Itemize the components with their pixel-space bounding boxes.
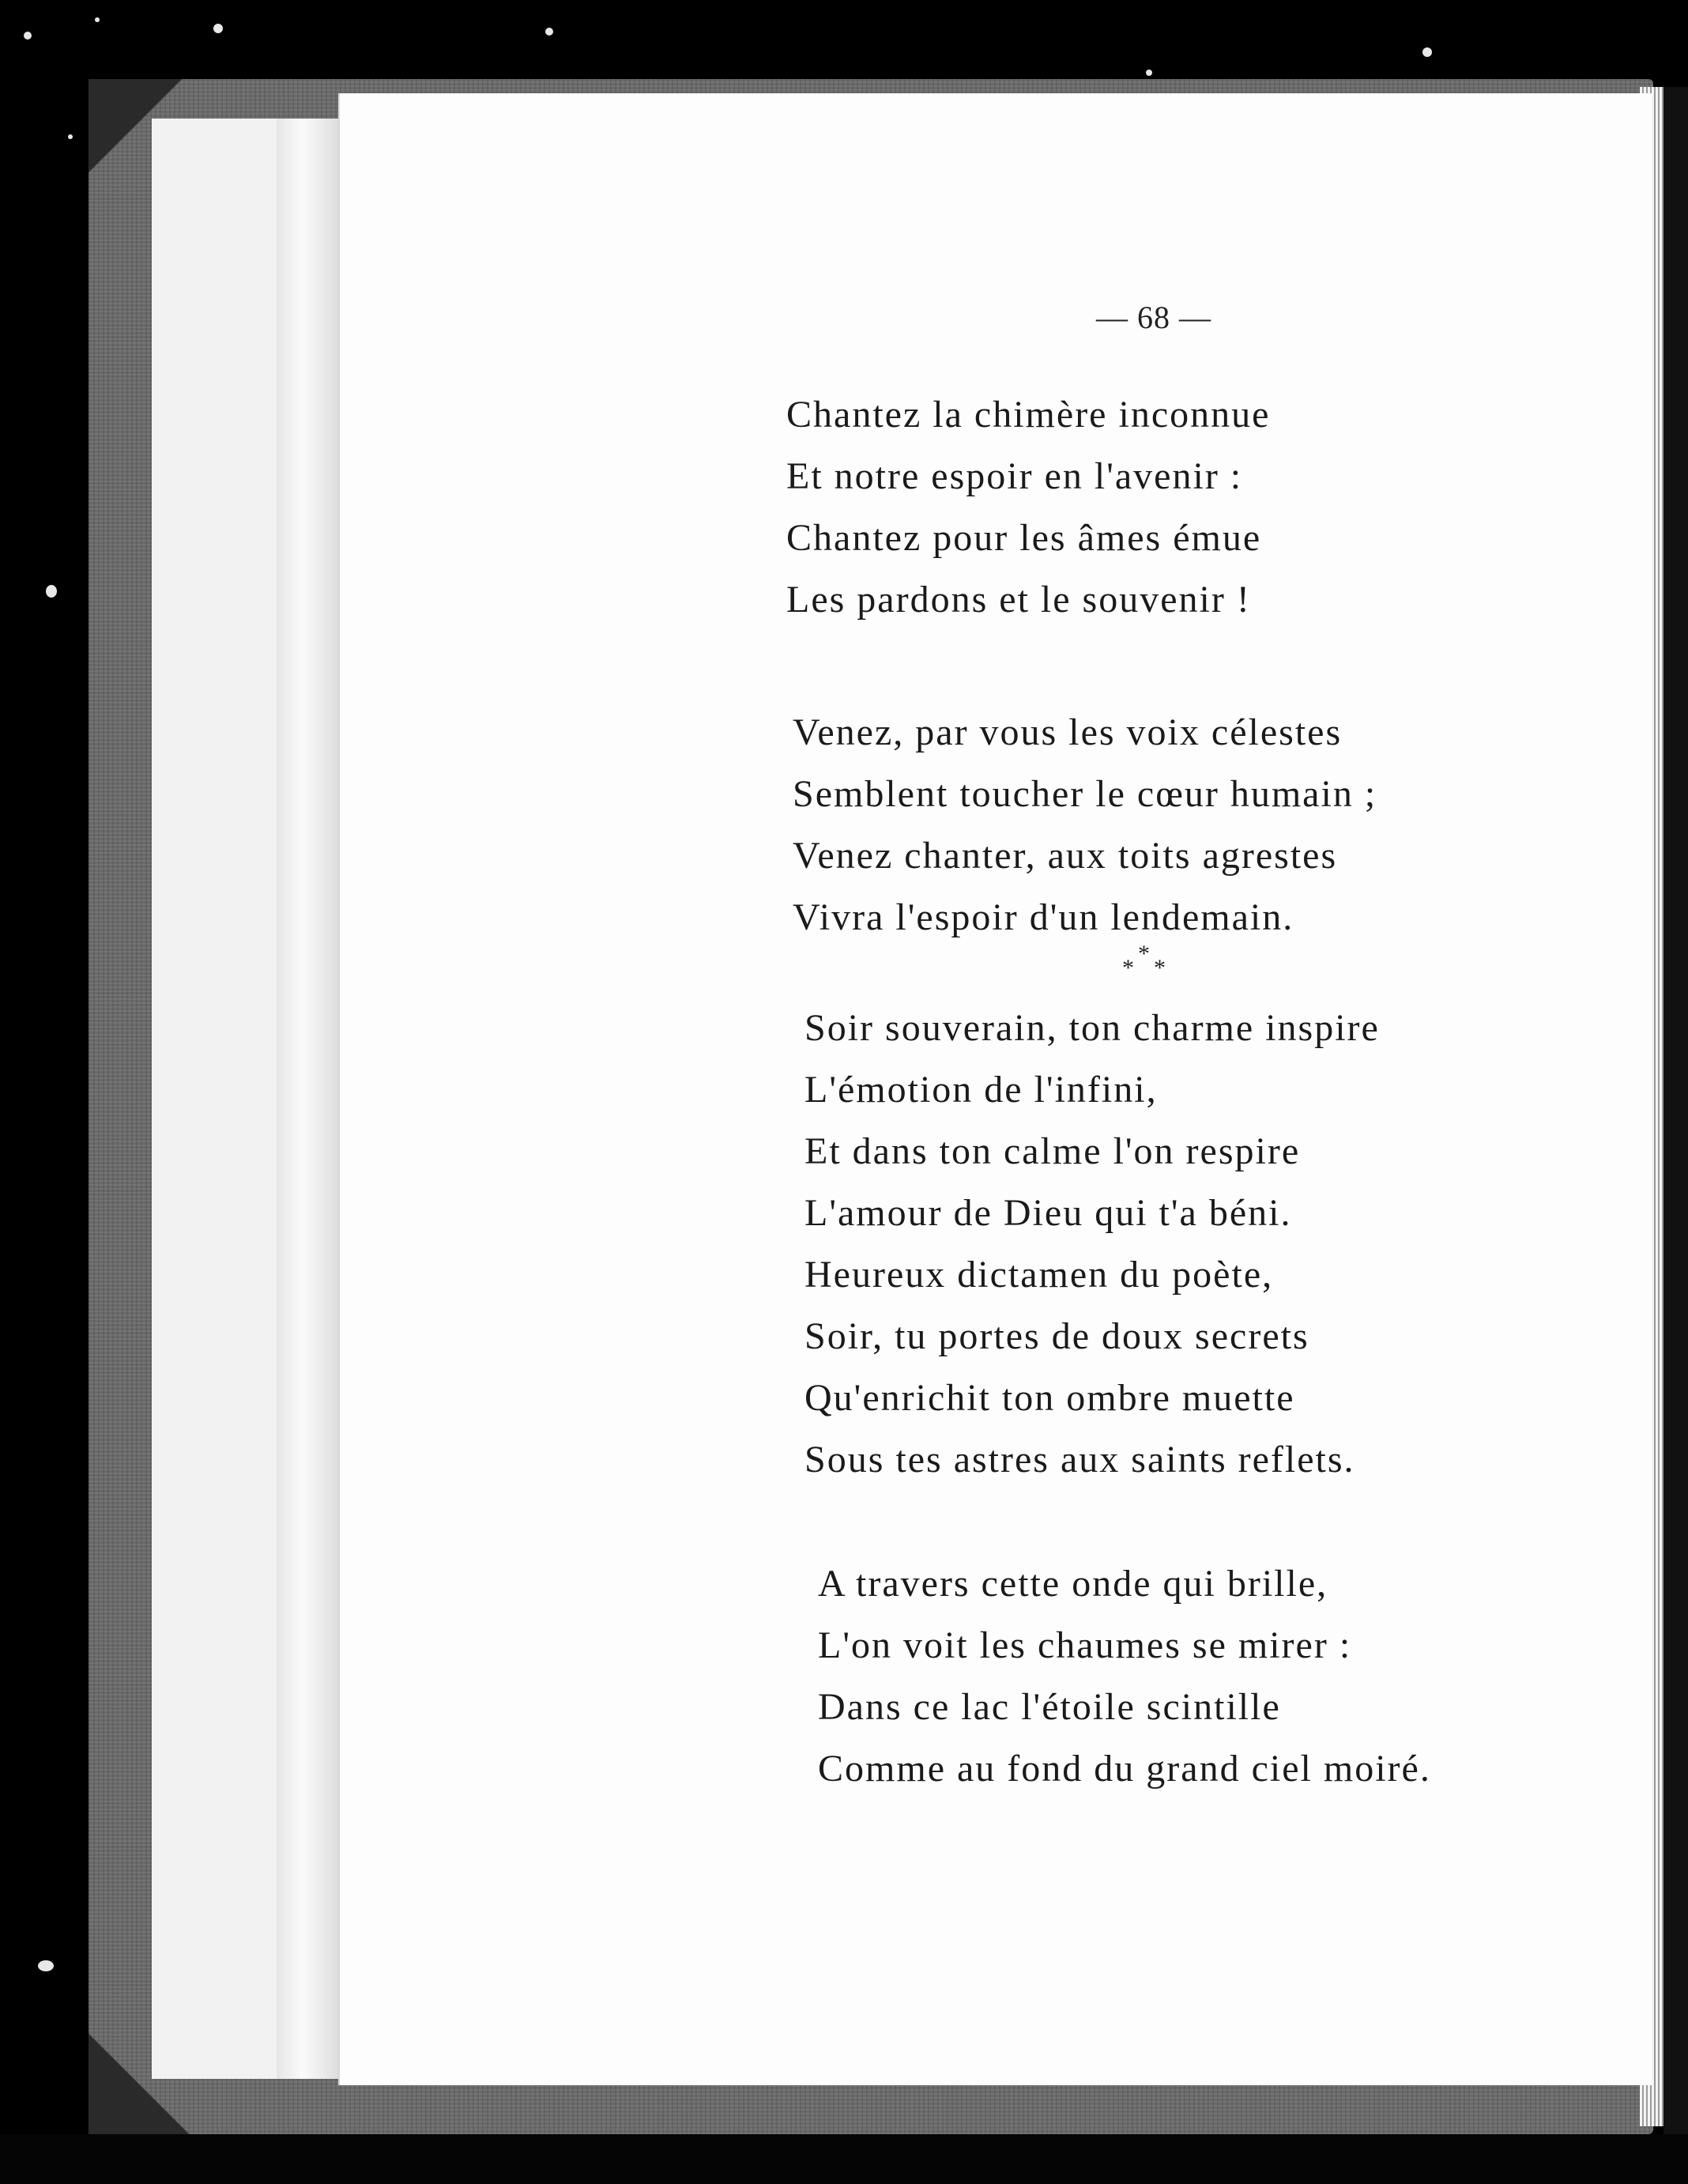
verse-line: Chantez pour les âmes émue [786, 517, 1262, 559]
verse-line: Soir, tu portes de doux secrets [804, 1315, 1309, 1357]
verse-line: Les pardons et le souvenir ! [786, 579, 1251, 620]
verse-line: Semblent toucher le cœur humain ; [793, 773, 1377, 815]
verse-line: Venez chanter, aux toits agrestes [793, 835, 1338, 877]
dust-speck [46, 585, 57, 598]
dust-speck [1146, 70, 1152, 76]
page-number: — 68 — [1096, 300, 1211, 335]
verse-line: Qu'enrichit ton ombre muette [804, 1377, 1295, 1419]
asterism-separator [1122, 941, 1185, 988]
dust-speck [38, 1960, 54, 1971]
dust-speck [68, 134, 73, 139]
stanza-2 [793, 702, 1377, 949]
asterisk: * [1122, 955, 1134, 981]
dust-speck [24, 32, 32, 40]
verse-line: A travers cette onde qui brille, [818, 1563, 1328, 1605]
verse-line: L'on voit les chaumes se mirer : [818, 1624, 1352, 1666]
verse-line: Chantez la chimère inconnue [786, 394, 1271, 436]
page-gutter [277, 119, 340, 2079]
verse-line: Sous tes astres aux saints reflets. [804, 1439, 1355, 1481]
verse-line: Dans ce lac l'étoile scintille [818, 1686, 1281, 1728]
right-shadow [1664, 87, 1688, 2142]
verse-line: Et dans ton calme l'on respire [804, 1130, 1301, 1172]
dust-speck [213, 24, 223, 33]
verse-line: L'émotion de l'infini, [804, 1069, 1158, 1111]
stanza-1 [786, 384, 1270, 631]
asterisk: * [1138, 941, 1150, 967]
dust-speck [1422, 47, 1432, 57]
verse-line: Venez, par vous les voix célestes [793, 711, 1343, 753]
verse-line: L'amour de Dieu qui t'a béni. [804, 1192, 1292, 1234]
stanza-4 [818, 1553, 1431, 1800]
asterisk: * [1154, 955, 1166, 981]
bottom-shadow [0, 2134, 1688, 2184]
dust-speck [95, 17, 100, 22]
verse-line: Heureux dictamen du poète, [804, 1254, 1274, 1296]
verse-line: Vivra l'espoir d'un lendemain. [793, 896, 1294, 938]
verse-line: Soir souverain, ton charme inspire [804, 1007, 1380, 1049]
stanza-3 [804, 998, 1380, 1491]
verse-line: Et notre espoir en l'avenir : [786, 455, 1243, 497]
dust-speck [545, 28, 553, 36]
verse-line: Comme au fond du grand ciel moiré. [818, 1748, 1431, 1790]
